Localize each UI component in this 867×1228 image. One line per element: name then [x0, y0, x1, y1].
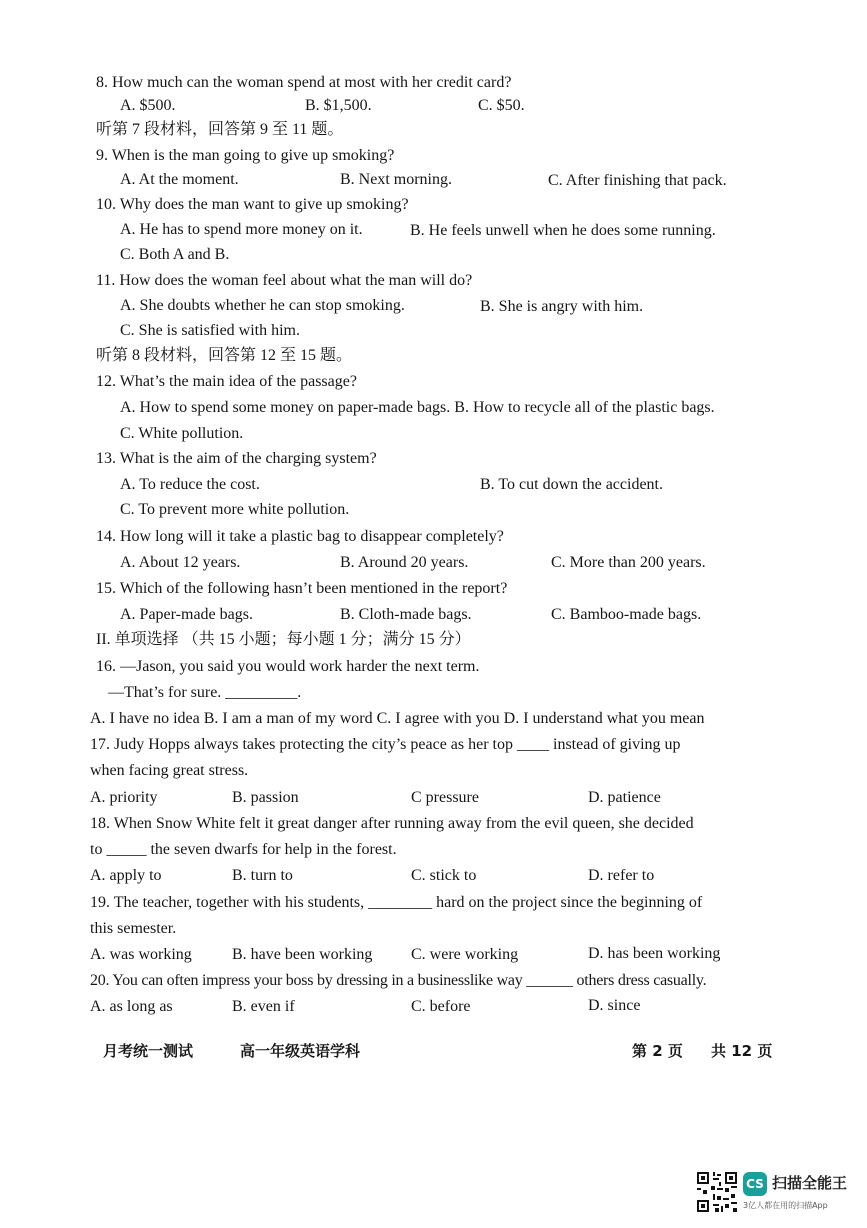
q16-line-2: —That’s for sure. _________.	[108, 684, 302, 701]
q20-option-d: D. since	[588, 997, 641, 1014]
q11-option-b: B. She is angry with him.	[480, 298, 644, 315]
q17-option-c: C pressure	[411, 789, 479, 806]
q10-option-c: C. Both A and B.	[120, 246, 230, 263]
q17-line-2: when facing great stress.	[90, 762, 249, 779]
q20-option-a: A. as long as	[90, 998, 173, 1015]
q9-option-a: A. At the moment.	[120, 171, 239, 188]
q13-option-a: A. To reduce the cost.	[120, 476, 260, 493]
q10-option-b: B. He feels unwell when he does some running.	[410, 222, 716, 239]
q15-stem: 15. Which of the following hasn’t been mentioned in the report?	[96, 580, 508, 597]
q12-stem: 12. What’s the main idea of the passage?	[96, 373, 357, 390]
q8-option-c: C. $50.	[478, 97, 525, 114]
q15-option-c: C. Bamboo-made bags.	[551, 606, 702, 623]
scanner-tagline: 3亿人都在用的扫描App	[743, 1201, 828, 1210]
q20-option-c: C. before	[411, 998, 471, 1015]
q19-line-1: 19. The teacher, together with his students, ________ hard on the project since the beginning of	[90, 894, 703, 911]
q18-option-a: A. apply to	[90, 867, 162, 884]
q11-stem: 11. How does the woman feel about what the man will do?	[96, 272, 473, 289]
q16-options: A. I have no idea B. I am a man of my word C. I agree with you D. I understand what you mean	[90, 710, 705, 727]
qr-code-icon	[695, 1170, 739, 1214]
q17-line-1: 17. Judy Hopps always takes protecting the city’s peace as her top ____ instead of giving up	[90, 736, 681, 753]
footer-page-number: 第 2 页	[632, 1042, 683, 1060]
scanner-logo: CS	[743, 1172, 767, 1196]
q18-line-1: 18. When Snow White felt it great danger after running away from the evil queen, she decided	[90, 815, 694, 832]
q9-option-b: B. Next morning.	[340, 171, 452, 188]
q12-option-c: C. White pollution.	[120, 425, 244, 442]
q14-option-c: C. More than 200 years.	[551, 554, 706, 571]
q18-option-d: D. refer to	[588, 867, 655, 884]
q19-option-d: D. has been working	[588, 945, 721, 962]
footer-page-total: 共 12 页	[711, 1042, 773, 1060]
q18-line-2: to _____ the seven dwarfs for help in the forest.	[90, 841, 397, 858]
q10-option-a: A. He has to spend more money on it.	[120, 221, 363, 238]
q13-stem: 13. What is the aim of the charging system?	[96, 450, 377, 467]
q18-option-b: B. turn to	[232, 867, 293, 884]
q17-option-b: B. passion	[232, 789, 299, 806]
q17-option-a: A. priority	[90, 789, 158, 806]
q19-line-2: this semester.	[90, 920, 177, 937]
q14-option-a: A. About 12 years.	[120, 554, 241, 571]
q17-option-d: D. patience	[588, 789, 661, 806]
q11-option-a: A. She doubts whether he can stop smoking.	[120, 297, 405, 314]
q20-line-1: 20. You can often impress your boss by dressing in a businesslike way ______ others dress casually.	[90, 972, 707, 989]
scanner-app-name: 扫描全能王	[772, 1174, 848, 1192]
q13-option-b: B. To cut down the accident.	[480, 476, 663, 493]
section-7-instruction: 听第 7 段材料，回答第 9 至 11 题。	[96, 121, 344, 138]
q9-option-c: C. After finishing that pack.	[548, 172, 727, 189]
q8-stem: 8. How much can the woman spend at most with her credit card?	[96, 74, 512, 91]
q18-option-c: C. stick to	[411, 867, 477, 884]
q14-option-b: B. Around 20 years.	[340, 554, 469, 571]
q10-stem: 10. Why does the man want to give up smoking?	[96, 196, 409, 213]
footer-subject: 高一年级英语学科	[240, 1042, 361, 1060]
q19-option-c: C. were working	[411, 946, 519, 963]
footer-exam-name: 月考统一测试	[103, 1042, 194, 1060]
q19-option-b: B. have been working	[232, 946, 373, 963]
q19-option-a: A. was working	[90, 946, 192, 963]
q15-option-b: B. Cloth-made bags.	[340, 606, 472, 623]
q8-option-b: B. $1,500.	[305, 97, 372, 114]
q14-stem: 14. How long will it take a plastic bag to disappear completely?	[96, 528, 504, 545]
q12-options-ab: A. How to spend some money on paper-made bags. B. How to recycle all of the plastic bags.	[120, 399, 715, 416]
part-2-heading: II. 单项选择 （共 15 小题；每小题 1 分；满分 15 分）	[96, 631, 471, 648]
q15-option-a: A. Paper-made bags.	[120, 606, 253, 623]
q16-line-1: 16. —Jason, you said you would work harder the next term.	[96, 658, 480, 675]
q20-option-b: B. even if	[232, 998, 295, 1015]
q8-option-a: A. $500.	[120, 97, 176, 114]
q9-stem: 9. When is the man going to give up smoking?	[96, 147, 395, 164]
section-8-instruction: 听第 8 段材料，回答第 12 至 15 题。	[96, 347, 353, 364]
q11-option-c: C. She is satisfied with him.	[120, 322, 300, 339]
q13-option-c: C. To prevent more white pollution.	[120, 501, 350, 518]
